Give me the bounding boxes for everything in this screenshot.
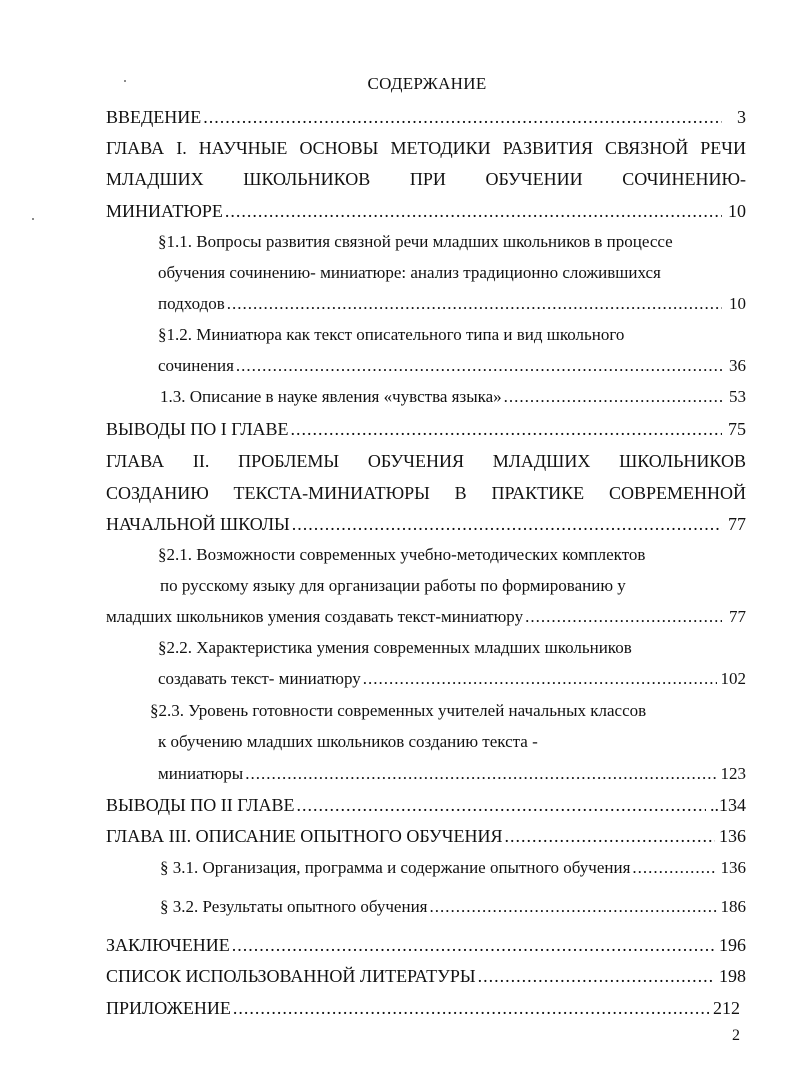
leader-dots xyxy=(429,895,716,919)
leader-dots xyxy=(297,793,706,817)
leader-dots xyxy=(363,667,717,691)
toc-entry-section-1-3[interactable]: 1.3. Описание в науке явления «чувства языка» ..... 53 xyxy=(160,385,746,409)
leader-dots xyxy=(203,105,722,129)
toc-section-2-3-line-2: к обучению младших школьников созданию текста - xyxy=(158,732,538,751)
leader-dots xyxy=(245,762,716,786)
leader-dots xyxy=(505,824,715,848)
toc-section-2-3-line-1: §2.3. Уровень готовности современных учителей начальных классов xyxy=(150,701,647,720)
toc-page-number: 196 xyxy=(719,935,746,955)
toc-entry-section-2-3[interactable]: миниатюры ..... 123 xyxy=(158,762,746,786)
toc-entry-chapter-2[interactable]: НАЧАЛЬНОЙ ШКОЛЫ ..... 77 xyxy=(106,512,746,536)
toc-chapter-2-line-1: ГЛАВА II. ПРОБЛЕМЫ ОБУЧЕНИЯ МЛАДШИХ ШКОЛЬНИКОВ xyxy=(106,451,746,471)
toc-entry-conclusion[interactable]: ЗАКЛЮЧЕНИЕ ..... 196 xyxy=(106,933,746,957)
toc-entry-section-2-2[interactable]: создавать текст- миниатюру ..... 102 xyxy=(158,667,746,691)
toc-page-number: 36 xyxy=(729,356,746,375)
leader-dots xyxy=(632,856,716,880)
toc-entry-section-1-2[interactable]: сочинения ..... 36 xyxy=(158,354,746,378)
toc-entry-chapter-3[interactable]: ГЛАВА III. ОПИСАНИЕ ОПЫТНОГО ОБУЧЕНИЯ ..... 136 xyxy=(106,824,746,848)
toc-section-1-1-line-2: обучения сочинению- миниатюре: анализ традиционно сложившихся xyxy=(158,263,661,282)
page-number: 2 xyxy=(732,1027,740,1044)
toc-chapter-2-line-2: СОЗДАНИЮ ТЕКСТА-МИНИАТЮРЫ В ПРАКТИКЕ СОВРЕМЕННОЙ xyxy=(106,483,746,503)
toc-title: СОДЕРЖАНИЕ xyxy=(367,74,487,93)
leader-dots xyxy=(504,385,722,409)
toc-chapter-1-line-1: ГЛАВА I. НАУЧНЫЕ ОСНОВЫ МЕТОДИКИ РАЗВИТИЯ СВЯЗНОЙ РЕЧИ xyxy=(106,138,746,158)
toc-chapter-1-line-2: МЛАДШИХ ШКОЛЬНИКОВ ПРИ ОБУЧЕНИИ СОЧИНЕНИЮ- xyxy=(106,169,746,189)
toc-entry-conclusions-2[interactable]: ВЫВОДЫ ПО II ГЛАВЕ ..... ..134 xyxy=(106,793,746,817)
toc-page-number: 136 xyxy=(719,826,746,846)
leader-dots xyxy=(232,933,715,957)
toc-page-number: 10 xyxy=(729,294,746,313)
toc-entry-section-3-1[interactable]: § 3.1. Организация, программа и содержание опытного обучения ..... 136 xyxy=(160,856,746,880)
toc-section-2-1-line-2: по русскому языку для организации работы по формированию у xyxy=(160,576,626,595)
toc-page-number: 77 xyxy=(729,607,746,626)
toc-entry-introduction[interactable]: ВВЕДЕНИЕ ..... 3 xyxy=(106,105,746,129)
toc-page-number: 53 xyxy=(729,387,746,406)
toc-entry-appendix[interactable]: ПРИЛОЖЕНИЕ ..... 212 xyxy=(106,996,740,1020)
toc-entry-section-1-1[interactable]: подходов ..... 10 xyxy=(158,292,746,316)
toc-page-number: 136 xyxy=(720,858,746,877)
toc-entry-references[interactable]: СПИСОК ИСПОЛЬЗОВАННОЙ ЛИТЕРАТУРЫ ..... 198 xyxy=(106,964,746,988)
toc-page-number: 198 xyxy=(719,966,746,986)
toc-entry-chapter-1[interactable]: МИНИАТЮРЕ ..... 10 xyxy=(106,199,746,223)
leader-dots xyxy=(291,417,722,441)
leader-dots xyxy=(236,354,722,378)
toc-page-number: 212 xyxy=(713,998,740,1018)
leader-dots xyxy=(292,512,722,536)
leader-dots xyxy=(225,199,722,223)
leader-dots xyxy=(227,292,722,316)
toc-section-2-1-line-1: §2.1. Возможности современных учебно-методических комплектов xyxy=(158,545,646,564)
toc-page-number: 123 xyxy=(720,764,746,783)
toc-entry-conclusions-1[interactable]: ВЫВОДЫ ПО I ГЛАВЕ ..... 75 xyxy=(106,417,746,441)
leader-dots xyxy=(525,605,722,629)
toc-section-1-2-line-1: §1.2. Миниатюра как текст описательного типа и вид школьного xyxy=(158,325,625,344)
toc-section-1-1-line-1: §1.1. Вопросы развития связной речи младших школьников в процессе xyxy=(158,232,673,251)
toc-page-number: 186 xyxy=(720,897,746,916)
toc-entry-section-2-1[interactable]: младших школьников умения создавать текст-миниатюру ..... 77 xyxy=(106,605,746,629)
toc-page-number: 77 xyxy=(728,514,746,534)
toc-page-number: 75 xyxy=(728,419,746,439)
leader-dots xyxy=(233,996,709,1020)
toc-page-number: ..134 xyxy=(710,795,746,815)
toc-section-2-2-line-1: §2.2. Характеристика умения современных младших школьников xyxy=(158,638,632,657)
toc-page-number: 102 xyxy=(720,669,746,688)
leader-dots xyxy=(478,964,715,988)
toc-page-number: 10 xyxy=(728,201,746,221)
toc-page-number: 3 xyxy=(737,107,746,127)
toc-entry-section-3-2[interactable]: § 3.2. Результаты опытного обучения ..... 186 xyxy=(160,895,746,919)
